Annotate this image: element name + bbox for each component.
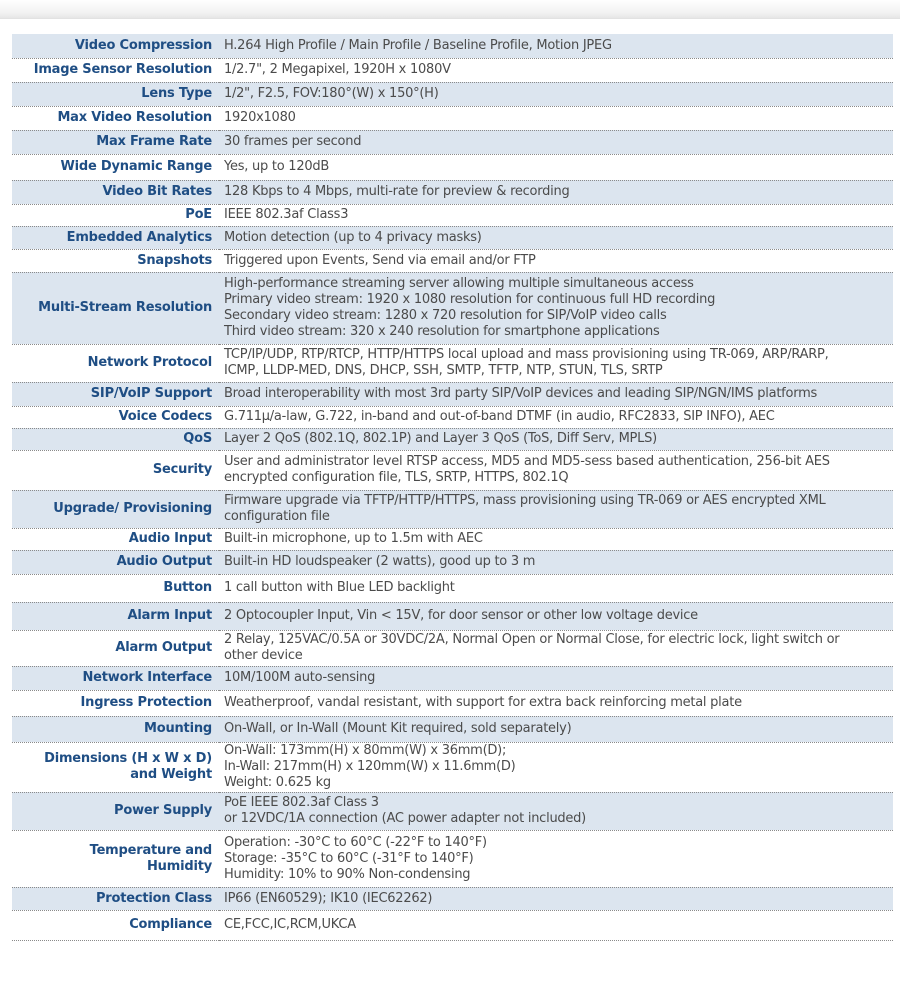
spec-row [12, 716, 893, 742]
spec-value-line: encrypted configuration file, TLS, SRTP, HTTPS, 802.1Q [224, 470, 569, 485]
spec-row [12, 204, 893, 226]
spec-value-line: H.264 High Profile / Main Profile / Baseline Profile, Motion JPEG [224, 37, 612, 53]
spec-value-line: TCP/IP/UDP, RTP/RTCP, HTTP/HTTPS local upload and mass provisioning using TR-069, ARP/RARP, [224, 347, 829, 362]
spec-value-line: Triggered upon Events, Send via email and/or FTP [224, 252, 536, 268]
spec-row [12, 910, 893, 940]
spec-label-text: Multi-Stream Resolution [38, 300, 212, 315]
spec-value [219, 550, 893, 574]
spec-row [12, 226, 893, 249]
spec-label [12, 82, 219, 106]
spec-label [12, 830, 219, 887]
spec-label [12, 382, 219, 406]
spec-label-text: Image Sensor Resolution [33, 62, 212, 77]
spec-value [219, 272, 893, 344]
spec-label-text: Temperature and [89, 842, 212, 858]
spec-label [12, 887, 219, 910]
spec-label [12, 58, 219, 82]
spec-value [219, 666, 893, 690]
spec-value-line: 1/2", F2.5, FOV:180°(W) x 150°(H) [224, 86, 439, 101]
spec-value-line: CE,FCC,IC,RCM,UKCA [224, 917, 356, 932]
spec-row [12, 154, 893, 180]
spec-value-line: Humidity: 10% to 90% Non-condensing [224, 866, 471, 882]
spec-value [219, 106, 893, 130]
spec-label [12, 690, 219, 716]
spec-label-text: Snapshots [137, 252, 212, 268]
spec-value-line: IP66 (EN60529); IK10 (IEC62262) [224, 890, 433, 906]
spec-value [219, 574, 893, 602]
spec-label-text: Power Supply [114, 803, 212, 818]
spec-value-line: 128 Kbps to 4 Mbps, multi-rate for preview & recording [224, 184, 570, 199]
spec-label-text: Video Compression [74, 37, 212, 53]
spec-value-line: configuration file [224, 509, 330, 524]
spec-label-text: Video Bit Rates [102, 184, 212, 199]
spec-row [12, 550, 893, 574]
spec-label [12, 742, 219, 792]
spec-row [12, 887, 893, 910]
spec-row [12, 666, 893, 690]
spec-label [12, 226, 219, 249]
spec-value [219, 344, 893, 382]
spec-label-text: Lens Type [141, 86, 212, 101]
spec-row [12, 180, 893, 204]
spec-row [12, 34, 893, 58]
spec-label-text: Alarm Input [127, 608, 212, 623]
spec-label [12, 344, 219, 382]
spec-value-line: Yes, up to 120dB [224, 159, 330, 174]
spec-value-line: ICMP, LLDP-MED, DNS, DHCP, SSH, SMTP, TFTP, NTP, STUN, TLS, SRTP [224, 363, 663, 378]
spec-label [12, 204, 219, 226]
spec-label [12, 574, 219, 602]
spec-label [12, 428, 219, 450]
spec-value [219, 130, 893, 154]
spec-label [12, 406, 219, 428]
spec-label-text: Dimensions (H x W x D) [44, 751, 212, 766]
spec-label [12, 910, 219, 940]
spec-label [12, 490, 219, 528]
spec-row [12, 830, 893, 887]
spec-value [219, 226, 893, 249]
top-separator [0, 0, 900, 19]
spec-label-text: Audio Input [128, 531, 212, 546]
spec-label [12, 716, 219, 742]
spec-value-line: G.711µ/a-law, G.722, in-band and out-of-band DTMF (in audio, RFC2833, SIP INFO), AEC [224, 409, 775, 424]
spec-value-line: Third video stream: 320 x 240 resolution for smartphone applications [224, 324, 660, 339]
spec-value [219, 690, 893, 716]
spec-label [12, 130, 219, 154]
spec-value [219, 450, 893, 490]
spec-label-text: Button [163, 580, 212, 595]
spec-label-text: Network Protocol [87, 355, 212, 370]
spec-row [12, 130, 893, 154]
spec-label-text: Compliance [129, 917, 212, 932]
spec-label-text: SIP/VoIP Support [90, 386, 212, 401]
spec-value-line: Primary video stream: 1920 x 1080 resolution for continuous full HD recording [224, 292, 716, 307]
spec-label-text: Security [152, 462, 212, 477]
spec-label-text: Humidity [147, 858, 212, 874]
spec-value-line: Built-in microphone, up to 1.5m with AEC [224, 531, 483, 546]
spec-value-line: Weatherproof, vandal resistant, with support for extra back reinforcing metal plate [224, 695, 742, 710]
spec-label [12, 34, 219, 58]
spec-value [219, 792, 893, 830]
spec-label [12, 630, 219, 666]
spec-value [219, 887, 893, 910]
spec-label-text: Alarm Output [115, 640, 212, 655]
spec-value [219, 249, 893, 272]
spec-value-line: or 12VDC/1A connection (AC power adapter not included) [224, 811, 587, 826]
spec-value-line: Storage: -35°C to 60°C (-31°F to 140°F) [224, 850, 474, 866]
spec-value [219, 58, 893, 82]
spec-row [12, 406, 893, 428]
spec-value-line: User and administrator level RTSP access, MD5 and MD5-sess based authentication, 256-bit AES [224, 454, 830, 469]
spec-value-line: 1 call button with Blue LED backlight [224, 580, 455, 595]
spec-table-body [12, 34, 893, 940]
spec-value-line: Operation: -30°C to 60°C (-22°F to 140°F) [224, 834, 487, 850]
spec-value-line: Broad interoperability with most 3rd party SIP/VoIP devices and leading SIP/NGN/IMS platforms [224, 386, 818, 401]
spec-label-text: Wide Dynamic Range [60, 159, 212, 174]
spec-row [12, 249, 893, 272]
spec-row [12, 630, 893, 666]
spec-value-line: On-Wall: 173mm(H) x 80mm(W) x 36mm(D); [224, 743, 507, 758]
spec-row [12, 344, 893, 382]
spec-value [219, 82, 893, 106]
spec-label-text: QoS [183, 431, 212, 446]
spec-label-text: Max Frame Rate [96, 134, 212, 149]
spec-value [219, 154, 893, 180]
spec-row [12, 428, 893, 450]
spec-value [219, 382, 893, 406]
spec-value-line: 10M/100M auto-sensing [224, 670, 376, 685]
spec-value [219, 910, 893, 940]
spec-label [12, 666, 219, 690]
spec-value-line: On-Wall, or In-Wall (Mount Kit required, sold separately) [224, 721, 572, 736]
spec-label-text: Embedded Analytics [66, 229, 212, 245]
spec-row [12, 792, 893, 830]
spec-label-text: Max Video Resolution [57, 110, 212, 125]
spec-label-text: Protection Class [95, 890, 212, 906]
spec-value [219, 630, 893, 666]
spec-row [12, 272, 893, 344]
spec-label-text: Network Interface [82, 670, 212, 685]
spec-value [219, 406, 893, 428]
spec-value-line: Firmware upgrade via TFTP/HTTP/HTTPS, mass provisioning using TR-069 or AES encrypted XML [224, 493, 826, 508]
spec-value-line: 30 frames per second [224, 134, 362, 149]
spec-label [12, 180, 219, 204]
spec-value-line: IEEE 802.3af Class3 [224, 207, 349, 222]
spec-label-text: Audio Output [116, 554, 212, 569]
spec-row [12, 574, 893, 602]
spec-value-line: Built-in HD loudspeaker (2 watts), good up to 3 m [224, 554, 536, 569]
spec-label [12, 550, 219, 574]
spec-label [12, 154, 219, 180]
spec-value [219, 742, 893, 792]
spec-value [219, 34, 893, 58]
spec-row [12, 690, 893, 716]
spec-label-text: Mounting [143, 721, 212, 736]
spec-value-line: 1920x1080 [224, 110, 296, 125]
spec-row [12, 528, 893, 550]
spec-row [12, 450, 893, 490]
spec-value-line: PoE IEEE 802.3af Class 3 [224, 795, 379, 810]
spec-value [219, 716, 893, 742]
spec-value-line: 2 Relay, 125VAC/0.5A or 30VDC/2A, Normal Open or Normal Close, for electric lock, light switch or [224, 632, 840, 647]
spec-value [219, 428, 893, 450]
spec-value [219, 528, 893, 550]
spec-label [12, 602, 219, 630]
spec-value [219, 602, 893, 630]
spec-label [12, 272, 219, 344]
spec-row [12, 106, 893, 130]
spec-row [12, 490, 893, 528]
spec-label-text: PoE [185, 207, 212, 222]
spec-value-line: High-performance streaming server allowing multiple simultaneous access [224, 276, 694, 291]
spec-label [12, 792, 219, 830]
spec-label-text: and Weight [130, 767, 212, 782]
spec-value-line: 1/2.7", 2 Megapixel, 1920H x 1080V [224, 62, 451, 77]
spec-label [12, 528, 219, 550]
spec-row [12, 58, 893, 82]
spec-label [12, 450, 219, 490]
spec-row [12, 742, 893, 792]
spec-value [219, 490, 893, 528]
spec-value [219, 830, 893, 887]
spec-label-text: Ingress Protection [80, 695, 212, 710]
spec-value-line: In-Wall: 217mm(H) x 120mm(W) x 11.6mm(D) [224, 759, 516, 774]
spec-label [12, 249, 219, 272]
spec-row [12, 602, 893, 630]
spec-value-line: 2 Optocoupler Input, Vin < 15V, for door sensor or other low voltage device [224, 608, 698, 623]
spec-value-line: Weight: 0.625 kg [224, 775, 331, 790]
spec-row [12, 382, 893, 406]
spec-value [219, 180, 893, 204]
spec-label [12, 106, 219, 130]
spec-label-text: Voice Codecs [118, 409, 212, 424]
spec-value-line: Motion detection (up to 4 privacy masks) [224, 229, 482, 245]
spec-label-text: Upgrade/ Provisioning [53, 501, 212, 516]
spec-row [12, 82, 893, 106]
spec-value-line: Layer 2 QoS (802.1Q, 802.1P) and Layer 3 QoS (ToS, Diff Serv, MPLS) [224, 431, 657, 446]
spec-value-line: other device [224, 648, 303, 663]
spec-value-line: Secondary video stream: 1280 x 720 resolution for SIP/VoIP video calls [224, 308, 667, 323]
spec-table [12, 34, 893, 941]
spec-value [219, 204, 893, 226]
